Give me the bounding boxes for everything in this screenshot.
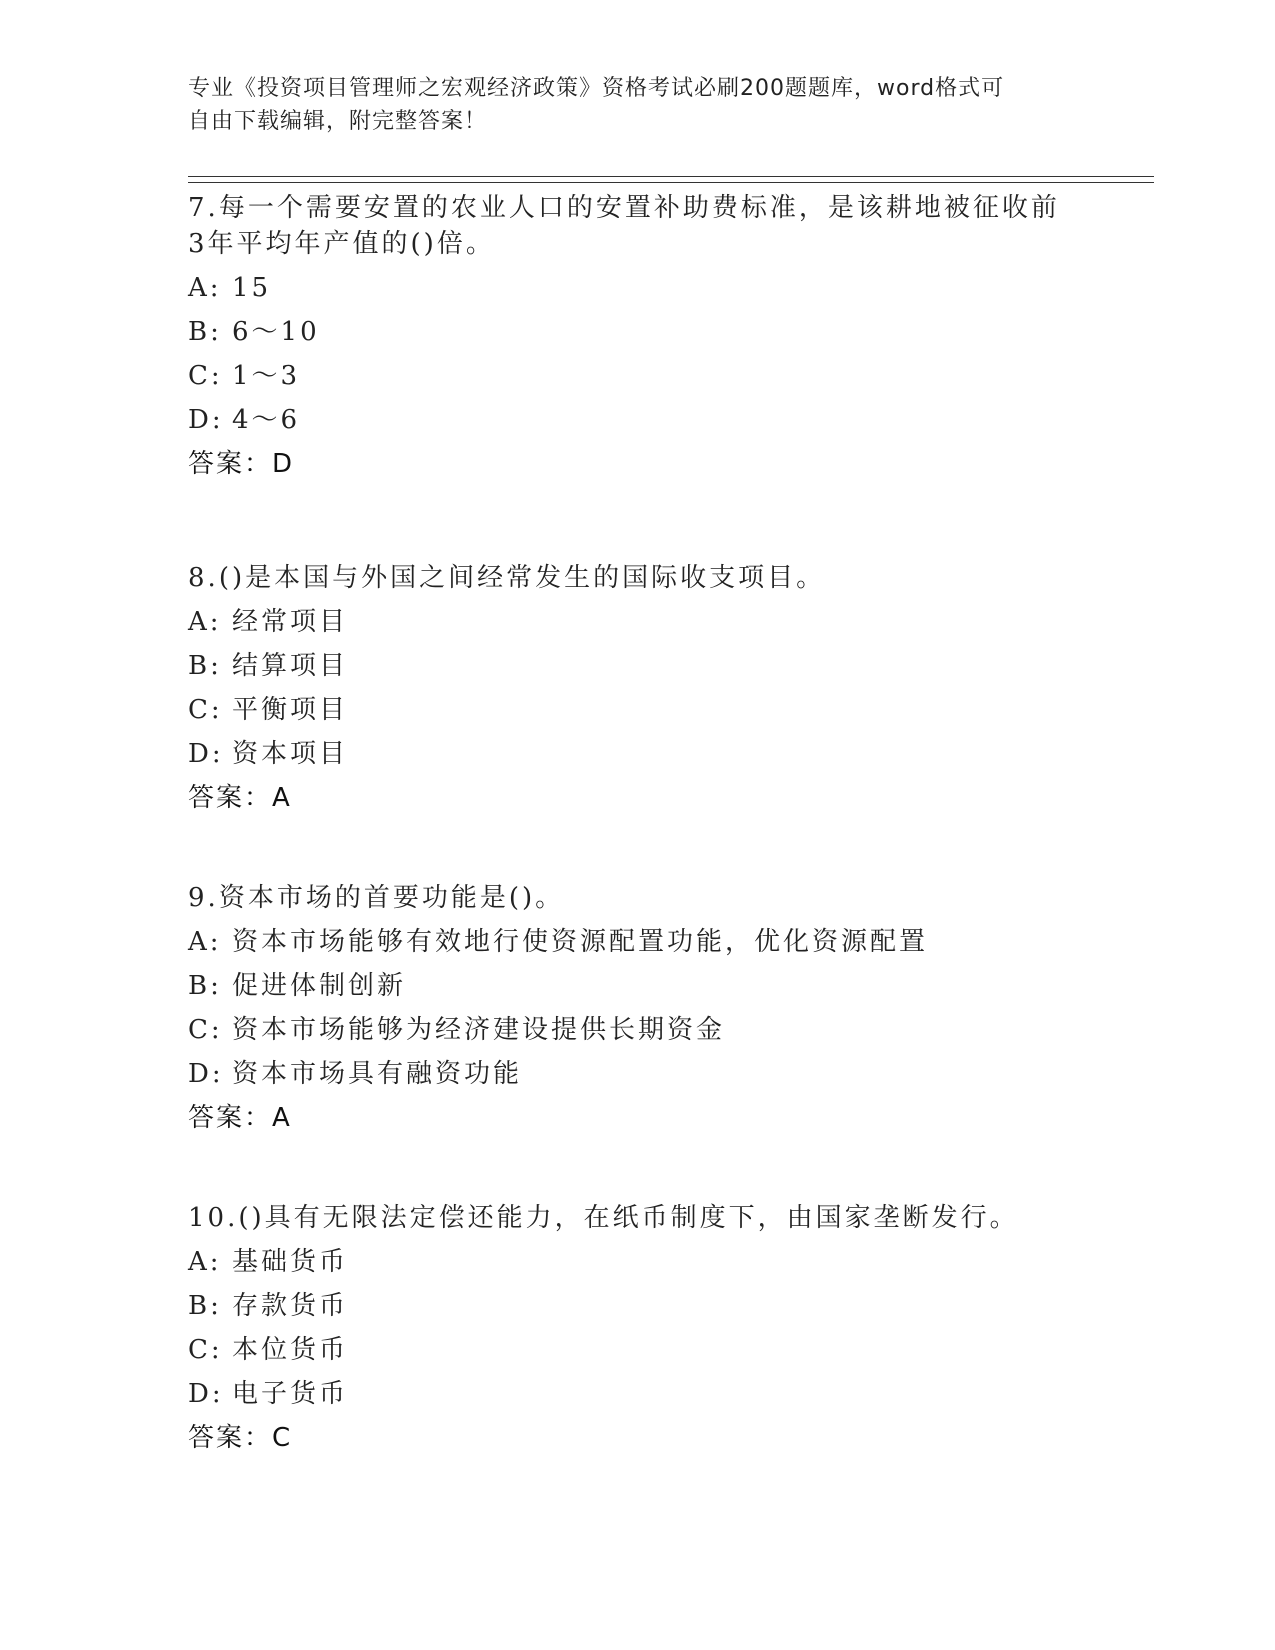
question-number: 8. bbox=[188, 563, 219, 593]
option-text: 经常项目 bbox=[232, 607, 349, 637]
option-letter: D: bbox=[188, 405, 224, 435]
option-c bbox=[188, 1328, 1088, 1372]
option-letter: B: bbox=[188, 317, 222, 347]
option-text: 基础货币 bbox=[232, 1247, 349, 1277]
question-text-line-1: ()具有无限法定偿还能力，在纸币制度下，由国家垄断发行。 bbox=[238, 1203, 1019, 1233]
option-text: 结算项目 bbox=[232, 651, 349, 681]
question-text-line-1: 资本市场的首要功能是()。 bbox=[218, 883, 565, 913]
option-a bbox=[188, 920, 1088, 964]
answer-label: 答案： bbox=[188, 783, 273, 813]
option-text: 15 bbox=[232, 273, 272, 303]
option-d bbox=[188, 1372, 1088, 1416]
option-c bbox=[188, 688, 1088, 732]
option-letter: C: bbox=[188, 695, 223, 725]
option-b bbox=[188, 964, 1088, 1008]
option-letter: C: bbox=[188, 1015, 223, 1045]
option-b bbox=[188, 1284, 1088, 1328]
option-d bbox=[188, 732, 1088, 776]
answer-line bbox=[188, 1096, 1088, 1140]
option-text: 平衡项目 bbox=[232, 695, 349, 725]
option-a bbox=[188, 1240, 1088, 1284]
answer-value: A bbox=[272, 783, 292, 813]
answer-label: 答案： bbox=[188, 1423, 273, 1453]
question-number: 9. bbox=[188, 883, 219, 913]
question-7 bbox=[188, 190, 1088, 486]
option-letter: B: bbox=[188, 651, 222, 681]
option-text: 存款货币 bbox=[232, 1291, 349, 1321]
header-divider-bottom bbox=[188, 182, 1154, 183]
question-title bbox=[188, 560, 1088, 596]
question-title bbox=[188, 1200, 1088, 1236]
answer-value: C bbox=[272, 1423, 293, 1453]
option-c bbox=[188, 354, 1088, 398]
option-letter: A: bbox=[188, 927, 222, 957]
answer-value: A bbox=[272, 1103, 292, 1133]
option-letter: D: bbox=[188, 1059, 224, 1089]
answer-label: 答案： bbox=[188, 449, 273, 479]
header-line-1: 专业《投资项目管理师之宏观经济政策》资格考试必刷200题题库，word格式可 bbox=[188, 76, 1005, 101]
question-title bbox=[188, 190, 1088, 262]
option-text: 资本市场能够为经济建设提供长期资金 bbox=[232, 1015, 726, 1045]
question-text-line-1: ()是本国与外国之间经常发生的国际收支项目。 bbox=[218, 563, 826, 593]
option-text: 资本市场能够有效地行使资源配置功能，优化资源配置 bbox=[232, 927, 929, 957]
answer-line bbox=[188, 1416, 1088, 1460]
option-letter: B: bbox=[188, 971, 222, 1001]
option-c bbox=[188, 1008, 1088, 1052]
option-text: 促进体制创新 bbox=[232, 971, 407, 1001]
option-text: 6～10 bbox=[232, 317, 320, 347]
answer-value: D bbox=[272, 449, 295, 479]
option-text: 资本项目 bbox=[232, 739, 349, 769]
option-letter: C: bbox=[188, 1335, 223, 1365]
header-divider-top bbox=[188, 176, 1154, 177]
question-8 bbox=[188, 560, 1088, 820]
option-letter: A: bbox=[188, 273, 222, 303]
answer-line bbox=[188, 442, 1088, 486]
option-a bbox=[188, 600, 1088, 644]
question-title bbox=[188, 880, 1088, 916]
option-a bbox=[188, 266, 1088, 310]
option-letter: A: bbox=[188, 607, 222, 637]
option-d bbox=[188, 1052, 1088, 1096]
document-header bbox=[188, 72, 1068, 138]
option-text: 电子货币 bbox=[232, 1379, 349, 1409]
option-text: 资本市场具有融资功能 bbox=[232, 1059, 523, 1089]
answer-line bbox=[188, 776, 1088, 820]
option-letter: D: bbox=[188, 1379, 224, 1409]
answer-label: 答案： bbox=[188, 1103, 273, 1133]
option-letter: D: bbox=[188, 739, 224, 769]
option-letter: A: bbox=[188, 1247, 222, 1277]
option-text: 4～6 bbox=[232, 405, 301, 435]
question-9 bbox=[188, 880, 1088, 1140]
question-text-line-1: 每一个需要安置的农业人口的安置补助费标准，是该耕地被征收前 bbox=[218, 193, 1060, 223]
option-b bbox=[188, 310, 1088, 354]
option-b bbox=[188, 644, 1088, 688]
question-number: 7. bbox=[188, 193, 219, 223]
question-text-line-2: 3年平均年产值的()倍。 bbox=[188, 229, 495, 259]
question-10 bbox=[188, 1200, 1088, 1460]
option-d bbox=[188, 398, 1088, 442]
header-line-2: 自由下载编辑，附完整答案！ bbox=[188, 109, 488, 134]
question-number: 10. bbox=[188, 1203, 239, 1233]
option-letter: C: bbox=[188, 361, 223, 391]
option-text: 本位货币 bbox=[232, 1335, 349, 1365]
option-text: 1～3 bbox=[232, 361, 301, 391]
option-letter: B: bbox=[188, 1291, 222, 1321]
